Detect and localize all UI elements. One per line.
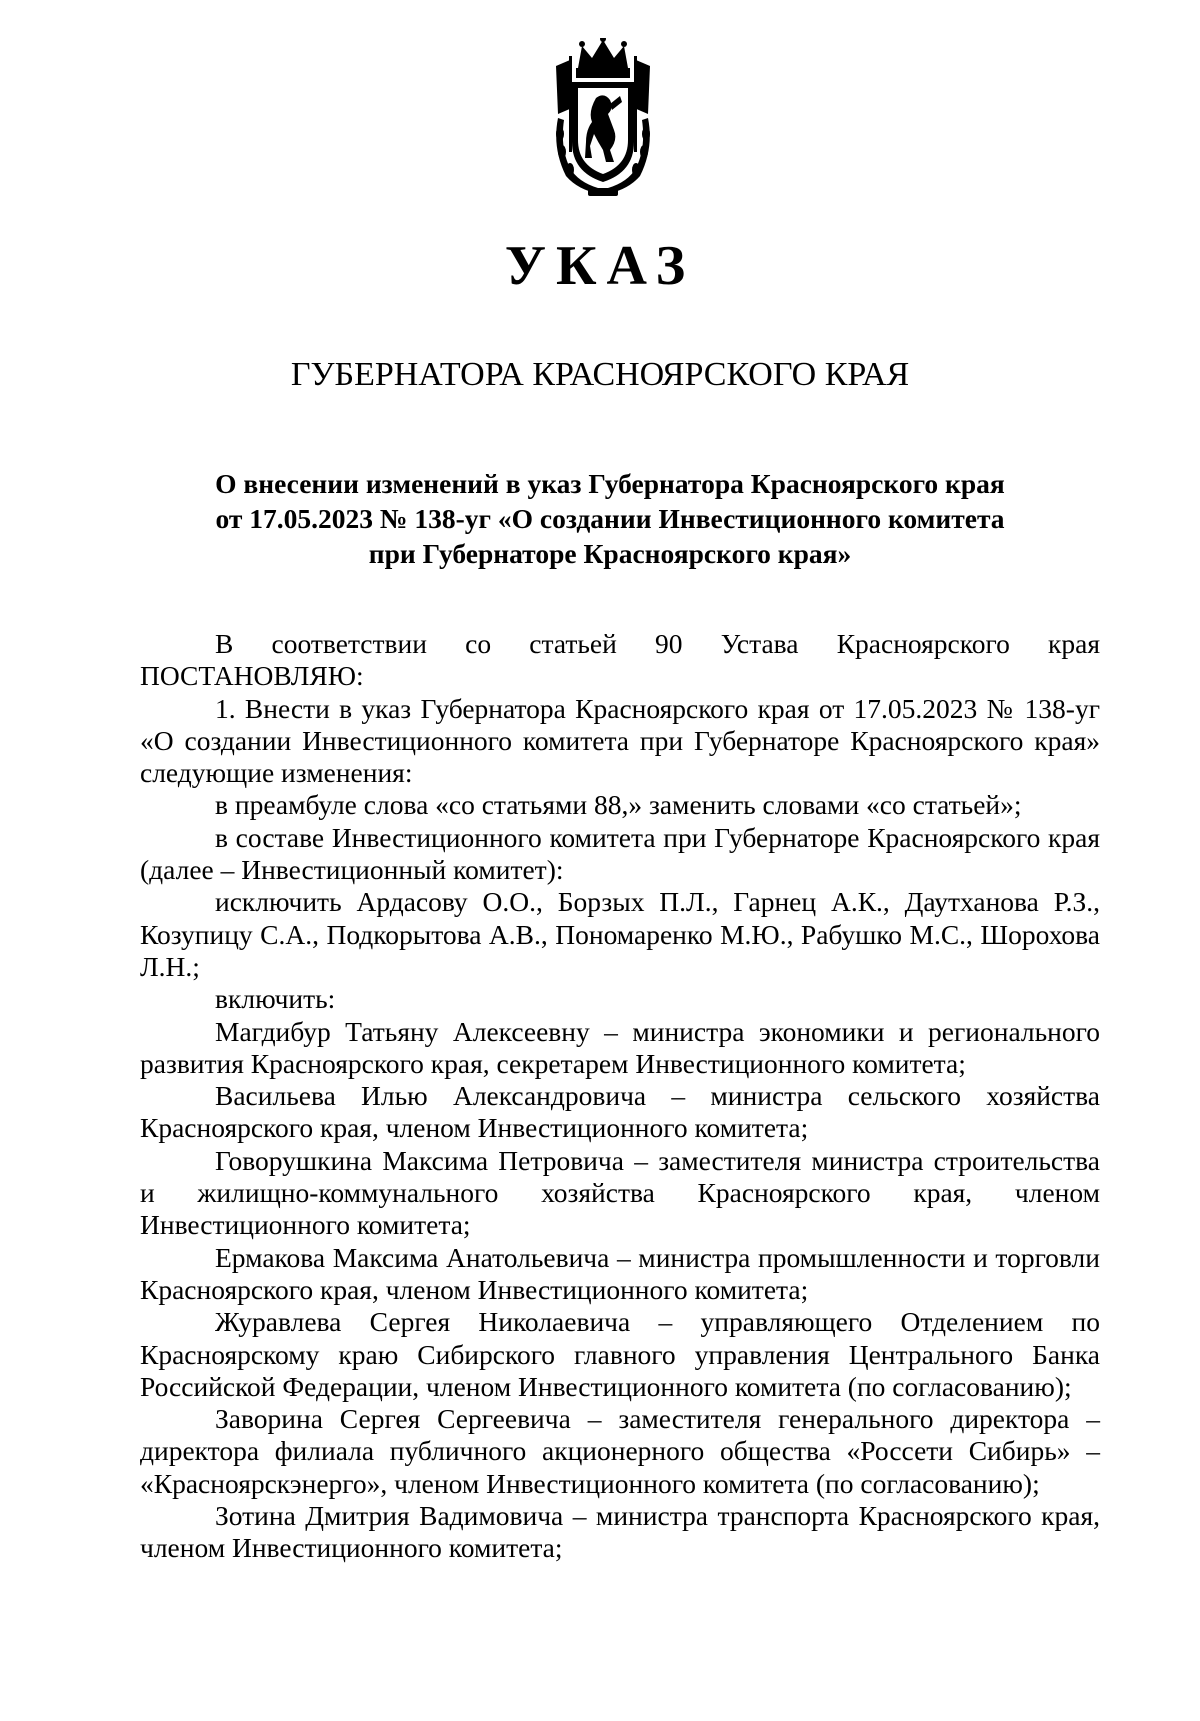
document-title: УКАЗ xyxy=(504,235,696,297)
heading-line: при Губернаторе Красноярского края» xyxy=(368,538,852,569)
paragraph: Ермакова Максима Анатольевича – министра промышленности и торговли Красноярского края, членом Инвестиционного комитета; xyxy=(140,1241,1100,1305)
krasnoyarsk-coat-of-arms-icon xyxy=(548,38,658,198)
paragraph: в преамбуле слова «со статьями 88,» заменить словами «со статьей»; xyxy=(215,789,1022,821)
paragraph: в составе Инвестиционного комитета при Губернаторе Красноярского края (далее – Инвестиционный комитет): xyxy=(140,821,1100,886)
paragraph: Васильева Илью Александровича – министра сельского хозяйства Красноярского края, членом Инвестиционного комитета; xyxy=(140,1080,1100,1144)
heading-line: О внесении изменений в указ Губернатора Красноярского края xyxy=(215,468,1005,499)
paragraph: Журавлева Сергея Николаевича – управляющего Отделением по Красноярскому краю Сибирского главного управления Центрального Банка Российской Федерации, членом Инвестиционного комитета (по согласованию); xyxy=(140,1306,1100,1402)
paragraph: Говорушкина Максима Петровича – заместителя министра строительства и жилищно-коммунального хозяйства Красноярского края, членом Инвестиционного комитета; xyxy=(140,1144,1100,1241)
heading-line: от 17.05.2023 № 138-уг «О создании Инвестиционного комитета xyxy=(215,503,1005,534)
paragraph-preamble: В соответствии со статьей 90 Устава Красноярского края xyxy=(215,628,1100,659)
paragraph-item-1: 1. Внести в указ Губернатора Красноярского края от 17.05.2023 № 138-уг «О создании Инвестиционного комитета при Губернаторе Красноярского края» следующие изменения: xyxy=(140,692,1100,789)
document-body xyxy=(140,628,1100,1565)
paragraph: Заворина Сергея Сергеевича – заместителя генерального директора – директора филиала публичного акционерного общества «Россети Сибирь» – «Красноярскэнерго», членом Инвестиционного комитета (по согласованию); xyxy=(140,1403,1100,1499)
document-subtitle: ГУБЕРНАТОРА КРАСНОЯРСКОГО КРАЯ xyxy=(290,356,910,393)
document-heading xyxy=(140,466,1080,571)
paragraph-decree-word: ПОСТАНОВЛЯЮ: xyxy=(140,660,364,692)
paragraph: Магдибур Татьяну Алексеевну – министра экономики и регионального развития Красноярского края, секретарем Инвестиционного комитета; xyxy=(140,1015,1100,1079)
paragraph: Зотина Дмитрия Вадимовича – министра транспорта Красноярского края, членом Инвестиционного комитета; xyxy=(140,1500,1100,1564)
paragraph: исключить Ардасову О.О., Борзых П.Л., Гарнец А.К., Даутханова Р.З., Козупицу С.А., Подкорытова А.В., Пономаренко М.Ю., Рабушко М.С., Шорохова Л.Н.; xyxy=(140,886,1100,982)
paragraph: включить: xyxy=(215,983,336,1015)
